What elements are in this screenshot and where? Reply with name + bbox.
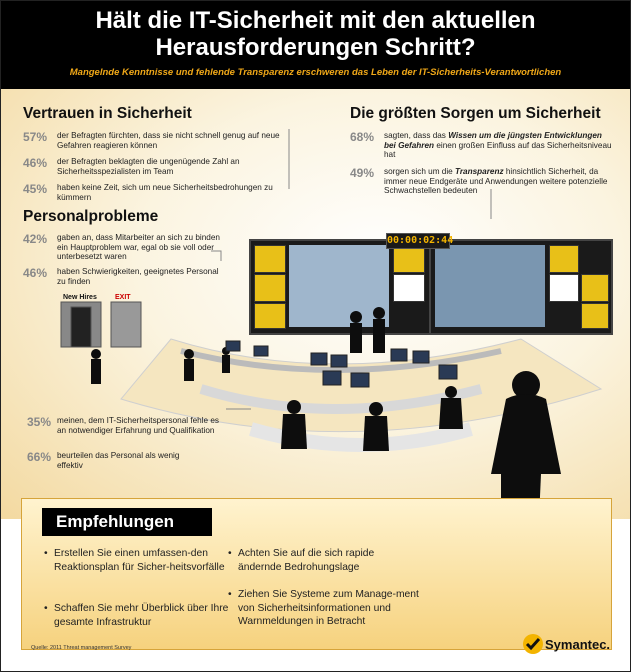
stat-45-text: haben keine Zeit, sich um neue Sicherheitsbedrohungen zu kümmern [57,183,273,202]
recommendation-2: • Schaffen Sie mehr Überblick über Ihre gesamte Infrastruktur [44,603,229,628]
title-line-1: Hält die IT-Sicherheit mit den aktuellen [95,7,536,34]
stat-46b-pct: 46% [23,266,48,280]
recommendation-1: • Erstellen Sie einen umfassen-den Reaktionsplan für Sicher-heitsvorfälle [44,548,225,573]
stat-35-text: meinen, dem IT-Sicherheitspersonal fehle es an notwendiger Erfahrung und Qualifikation [57,416,220,435]
source-note: Quelle: 2011 Threat management Survey [31,645,132,651]
recommendation-3-text: Achten Sie auf die sich rapide ändernde Bedrohungslage [238,548,375,573]
stat-42 [23,233,233,262]
stat-66-text: beurteilen das Personal als wenig effektiv [57,451,180,470]
stat-49-text [384,167,612,196]
stat-49-text-b: hinsichtlich Sicherheit, da immer neue Endgeräte und Anwendungen weitere potenzielle Schwachstellen bedeuten [384,167,608,196]
stat-46a-pct: 46% [23,156,48,170]
stat-35-pct: 35% [27,415,52,429]
stat-46a-text: der Befragten beklagten die ungenügende Zahl an Sicherheitsspezialisten im Team [57,157,240,176]
stat-49-text-a: sorgen sich um die [384,167,455,176]
header [1,1,630,89]
recommendation-4-text: Ziehen Sie Systeme zum Manage-ment von Sicherheitsinformationen und Warnmeldungen in Betracht [238,589,419,627]
stat-57-text: der Befragten fürchten, dass sie nicht schnell genug auf neue Gefahren reagieren können [57,131,280,150]
stat-45-pct: 45% [23,182,48,196]
stat-68-emph: Wissen um die jüngsten Entwicklungen bei Gefahren [384,131,602,150]
stat-46a [23,157,293,176]
stat-57-pct: 57% [23,130,48,144]
stat-45 [23,183,303,202]
logo-text: Symantec. [545,637,611,652]
new-hires-label: New Hires [63,294,97,301]
recommendation-1-text: Erstellen Sie einen umfassen-den Reaktionsplan für Sicher-heitsvorfälle [54,548,225,573]
recommendation-2-text: Schaffen Sie mehr Überblick über Ihre gesamte Infrastruktur [54,603,229,628]
recommendation-3: • Achten Sie auf die sich rapide ändernde Bedrohungslage [228,548,375,573]
recommendation-4: • Ziehen Sie Systeme zum Manage-ment von Sicherheitsinformationen und Warnmeldungen in Betracht [228,589,419,627]
stat-68-text-a: sagten, dass das [384,131,449,140]
checkmark-circle-icon [522,633,544,655]
stat-49-emph: Transparenz [455,167,504,176]
stat-68-text [384,131,612,160]
stat-49-pct: 49% [350,166,375,180]
stat-68 [350,131,612,160]
recommendations-title: Empfehlungen [42,508,212,536]
stat-46b-text: haben Schwierigkeiten, geeignetes Personal zu finden [57,267,219,286]
personal-title: Personalprobleme [23,208,159,225]
stat-49 [350,167,612,196]
stat-42-text: gaben an, dass Mitarbeiter an sich zu binden ein Hauptproblem war, egal ob sie voll oder unterbesetzt waren [57,233,220,262]
stat-35 [27,416,227,435]
subtitle: Mangelnde Kenntnisse und fehlende Transparenz erschweren das Leben der IT-Sicherheits-Verantwortlichen [69,67,562,78]
sorgen-title: Die größten Sorgen um Sicherheit [350,105,601,122]
stat-66 [27,451,207,470]
exit-label: EXIT [115,294,131,301]
title-line-2: Herausforderungen Schritt? [155,34,476,61]
vertrauen-title: Vertrauen in Sicherheit [23,105,192,122]
symantec-logo [522,633,611,660]
stat-46b [23,267,223,286]
recommendations-box [21,498,612,650]
timer-display: 00:00:02:44 [386,233,450,249]
stat-66-pct: 66% [27,450,52,464]
stat-68-text-b: einen großen Einfluss auf das Sicherheitsniveau hat [384,140,612,160]
stat-57 [23,131,293,150]
stat-42-pct: 42% [23,232,48,246]
stat-68-pct: 68% [350,130,375,144]
